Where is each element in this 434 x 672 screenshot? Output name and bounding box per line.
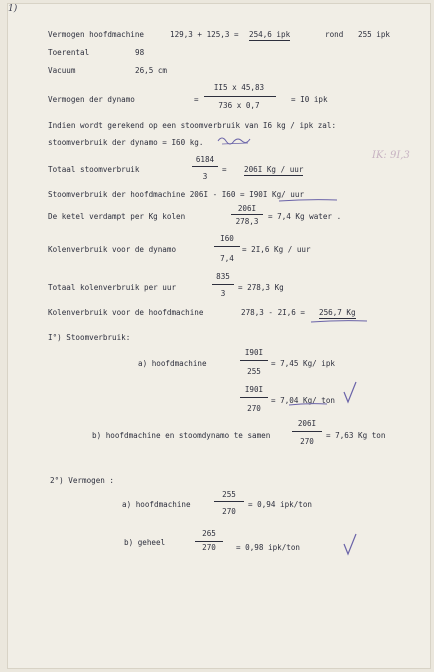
- page-number-mark: 1): [8, 4, 18, 14]
- section-2-a-label: a) hoofdmachine: [122, 500, 191, 509]
- section-2-a-fraction-bar: [214, 501, 244, 502]
- section-2-b-result: = 0,98 ipk/ton: [236, 543, 301, 552]
- vermogen-hoofdmachine-round-label: rond: [325, 30, 344, 39]
- totaal-kolen-fraction-bar: [212, 284, 234, 285]
- vacuum-value: 26,5 cm: [135, 66, 168, 75]
- ketel-fraction-bar: [231, 214, 263, 215]
- vermogen-hoofdmachine-sum: 129,3 + 125,3 =: [170, 30, 239, 39]
- dynamo-numerator: II5 x 45,83: [213, 83, 265, 92]
- checkmark-icon: [342, 380, 358, 404]
- section-1-a2-fraction-bar: [240, 397, 268, 398]
- vermogen-hoofdmachine-label: Vermogen hoofdmachine: [48, 30, 145, 39]
- section-2-b-numerator: 265: [202, 529, 216, 538]
- kolen-hoofdmachine-calc: 278,3 - 2I,6 =: [241, 308, 306, 317]
- indien-line-2: stoomverbruik der dynamo = I60 kg.: [48, 138, 204, 147]
- section-1-a2-numerator: I90I: [244, 385, 264, 394]
- dynamo-result: = I0 ipk: [291, 95, 328, 104]
- pen-underline-icon: [278, 198, 338, 203]
- section-1-b-denominator: 270: [300, 437, 314, 446]
- section-2-b-fraction-bar: [195, 541, 223, 542]
- dynamo-fraction-bar: [204, 96, 276, 97]
- section-1-b-fraction-bar: [292, 431, 322, 432]
- section-1-a1-fraction-bar: [240, 360, 268, 361]
- kolen-dynamo-denominator: 7,4: [220, 254, 234, 263]
- section-1-a2-denominator: 270: [247, 404, 261, 413]
- section-1-b-result: = 7,63 Kg ton: [326, 431, 386, 440]
- totaal-stoom-label: Totaal stoomverbruik: [48, 165, 140, 174]
- section-1-a2-result: = 7,04 Kg/ ton: [271, 396, 336, 405]
- totaal-stoom-equals: =: [222, 165, 227, 174]
- kolen-dynamo-numerator: I60: [220, 234, 234, 243]
- ketel-denominator: 278,3: [235, 217, 259, 226]
- section-1-a-label: a) hoofdmachine: [138, 359, 207, 368]
- totaal-stoom-denominator: 3: [202, 172, 208, 181]
- pencil-margin-note: IK: 9I,3: [372, 150, 410, 161]
- indien-line-1: Indien wordt gerekend op een stoomverbruik van I6 kg / ipk zal:: [48, 121, 337, 130]
- totaal-kolen-result: = 278,3 Kg: [238, 283, 284, 292]
- stoom-hoofdmachine-line: Stoomverbruik der hoofdmachine 206I - I60 = I90I Kg/ uur: [48, 190, 305, 199]
- toerental-value: 98: [135, 48, 145, 57]
- kolen-hoofdmachine-label: Kolenverbruik voor de hoofdmachine: [48, 308, 204, 317]
- pen-underline-icon: [288, 402, 328, 407]
- section-2-b-label: b) geheel: [124, 538, 166, 547]
- totaal-stoom-result: 206I Kg / uur: [244, 165, 304, 174]
- section-2-b-denominator: 270: [202, 543, 216, 552]
- kolen-dynamo-label: Kolenverbruik voor de dynamo: [48, 245, 177, 254]
- vacuum-label: Vacuum: [48, 66, 76, 75]
- vermogen-hoofdmachine-result: 254,6 ipk: [249, 30, 291, 39]
- typed-document-page: [8, 4, 430, 668]
- section-1-a1-numerator: I90I: [244, 348, 264, 357]
- checkmark-icon: [342, 532, 358, 556]
- section-1-title: I°) Stoomverbruik:: [48, 333, 131, 342]
- dynamo-denominator: 736 x 0,7: [218, 101, 260, 110]
- totaal-kolen-denominator: 3: [220, 289, 226, 298]
- section-2-a-numerator: 255: [222, 490, 236, 499]
- section-1-b-label: b) hoofdmachine en stoomdynamo te samen: [92, 431, 271, 440]
- section-1-a1-result: = 7,45 Kg/ ipk: [271, 359, 336, 368]
- pen-scribble-icon: [216, 133, 256, 147]
- totaal-kolen-numerator: 835: [216, 272, 230, 281]
- totaal-stoom-fraction-bar: [192, 166, 218, 167]
- dynamo-equals: =: [194, 95, 199, 104]
- section-2-a-result: = 0,94 ipk/ton: [248, 500, 313, 509]
- section-1-a1-denominator: 255: [247, 367, 261, 376]
- section-2-a-denominator: 270: [222, 507, 236, 516]
- totaal-kolen-label: Totaal kolenverbruik per uur: [48, 283, 177, 292]
- vermogen-hoofdmachine-round-value: 255 ipk: [358, 30, 391, 39]
- section-2-title: 2°) Vermogen :: [50, 476, 115, 485]
- section-1-b-numerator: 206I: [297, 419, 317, 428]
- toerental-label: Toerental: [48, 48, 90, 57]
- pen-underline-icon: [310, 319, 368, 324]
- kolen-hoofdmachine-result: 256,7 Kg: [319, 308, 356, 317]
- kolen-dynamo-result: = 2I,6 Kg / uur: [242, 245, 311, 254]
- ketel-numerator: 206I: [237, 204, 257, 213]
- totaal-stoom-numerator: 6184: [195, 155, 215, 164]
- ketel-result: = 7,4 Kg water .: [268, 212, 342, 221]
- dynamo-label: Vermogen der dynamo: [48, 95, 135, 104]
- kolen-dynamo-fraction-bar: [214, 246, 240, 247]
- ketel-label: De ketel verdampt per Kg kolen: [48, 212, 186, 221]
